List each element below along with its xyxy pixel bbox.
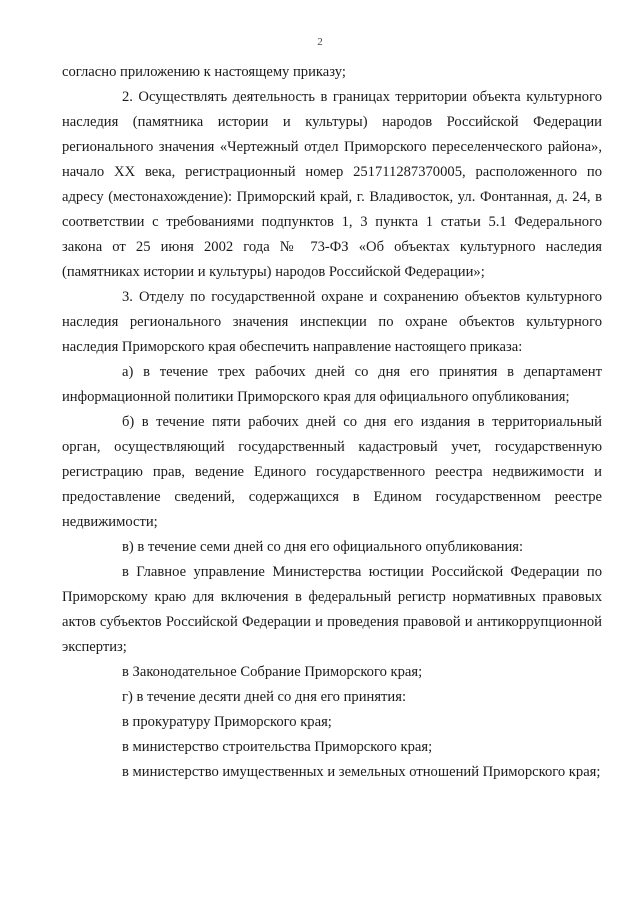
paragraph-subitem-a: а) в течение трех рабочих дней со дня его принятия в департамент информационной политики Приморского края для официального опубликования; [62, 364, 602, 405]
paragraph-recipient-assembly: в Законодательное Собрание Приморского края; [122, 664, 423, 680]
paragraph-recipient-construction: в министерство строительства Приморского края; [122, 739, 433, 755]
paragraph-subitem-g: г) в течение десяти дней со дня его принятия: [122, 689, 407, 705]
paragraph-item-2: 2. Осуществлять деятельность в границах территории объекта культурного наследия (памятника истории и культуры) народов Российской Федерации регионального значения «Чертежный отдел Приморского переселенческого района», начало XX века, регистрационный номер 251711287370005, расположенного по адресу (местонахождение): Приморский край, г. Владивосток, ул. Фонтанная, д. 24, в соответствии с требованиями подпунктов 1, 3 пункта 1 статьи 5.1 Федерального закона от 25 июня 2002 года № 73-ФЗ «Об объектах культурного наследия (памятниках истории и культуры) народов Российской Федерации»; [62, 89, 602, 280]
paragraph-subitem-b: б) в течение пяти рабочих дней со дня его издания в территориальный орган, осуществляющий государственный кадастровый учет, государственную регистрацию прав, ведение Единого государственного реестра недвижимости и предоставление сведений, содержащихся в Едином государственном реестре недвижимости; [62, 414, 602, 530]
paragraph-item-3: 3. Отделу по государственной охране и сохранению объектов культурного наследия регионального значения инспекции по охране объектов культурного наследия Приморского края обеспечить направление настоящего приказа: [62, 289, 602, 355]
document-body [62, 60, 602, 785]
paragraph-subitem-v: в) в течение семи дней со дня его официального опубликования: [122, 539, 524, 555]
paragraph-recipient-justice: в Главное управление Министерства юстиции Российской Федерации по Приморскому краю для включения в федеральный регистр нормативных правовых актов субъектов Российской Федерации и проведения правовой и антикоррупционной экспертиз; [62, 564, 602, 655]
page-number: 2 [317, 36, 323, 48]
paragraph-recipient-property: в министерство имущественных и земельных отношений Приморского края; [122, 764, 601, 780]
paragraph-continuation: согласно приложению к настоящему приказу; [62, 64, 346, 80]
paragraph-recipient-prosecutor: в прокуратуру Приморского края; [122, 714, 332, 730]
